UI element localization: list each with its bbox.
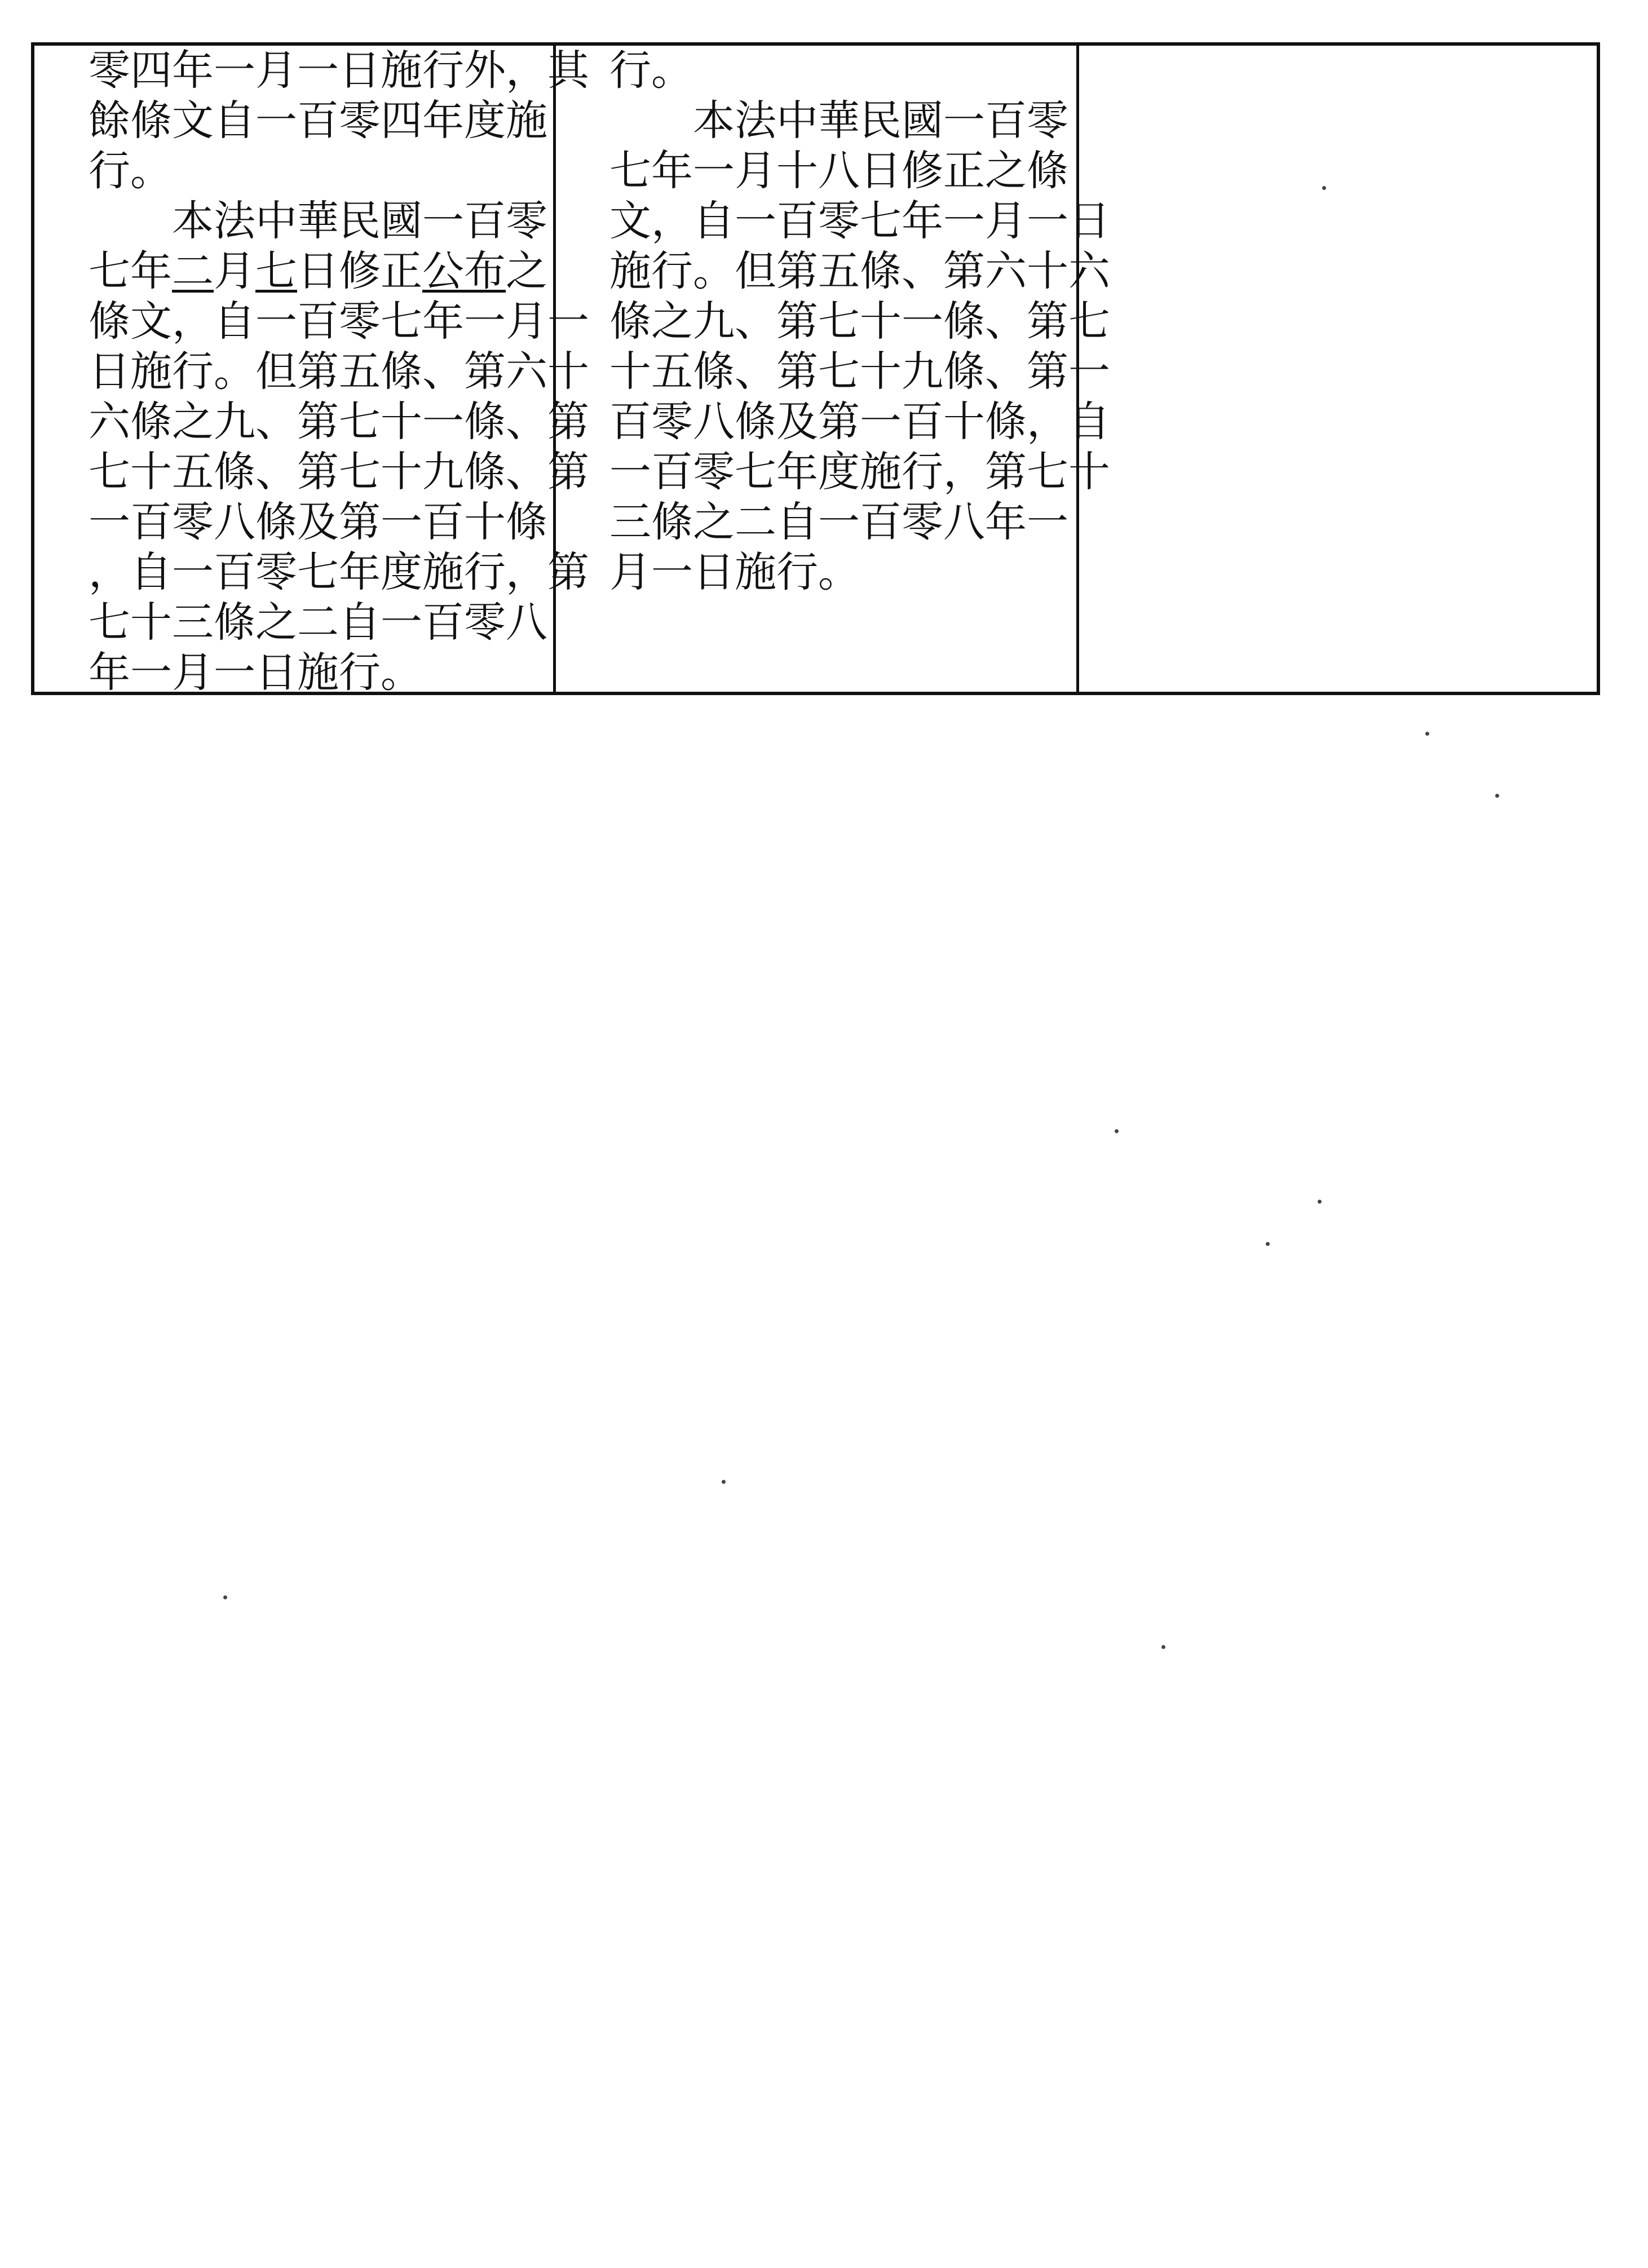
text-segment: 年一月一日施行。 <box>89 648 422 697</box>
underlined-text-segment: 公布 <box>422 247 506 295</box>
text-line <box>89 347 589 397</box>
scan-speck <box>1495 794 1499 798</box>
text-segment: 本法中華民國一百零 <box>609 96 1068 145</box>
text-line <box>89 397 589 447</box>
underlined-text-segment: 七 <box>255 247 297 295</box>
text-line <box>609 246 1110 297</box>
text-segment: 條之九、第七十一條、第七 <box>609 297 1110 346</box>
text-line <box>89 497 547 547</box>
text-segment: 月一日施行。 <box>609 548 860 596</box>
scan-speck <box>1318 1200 1322 1204</box>
current-provision-text <box>609 46 1110 598</box>
text-segment: 施行。但第五條、第六十六 <box>609 247 1110 295</box>
text-segment: 條文，自一百零七年一月一 <box>89 297 589 346</box>
text-line <box>609 196 1110 246</box>
text-segment: 餘條文自一百零四年度施 <box>89 96 547 145</box>
text-segment: 日修正 <box>297 247 422 295</box>
text-segment: 十五條、第七十九條、第一 <box>609 347 1110 396</box>
text-segment: 六條之九、第七十一條、第 <box>89 397 589 446</box>
text-line <box>89 297 589 347</box>
table-column-current-text <box>556 46 1110 692</box>
text-line <box>89 96 547 146</box>
text-line <box>89 246 547 297</box>
text-line <box>89 146 534 196</box>
text-line <box>609 547 1061 598</box>
text-segment: 本法中華民國一百零 <box>89 197 547 245</box>
text-segment: 一百零七年度施行，第七十 <box>609 448 1110 496</box>
text-line <box>609 96 1068 146</box>
text-segment: 三條之二自一百零八年一 <box>609 498 1068 546</box>
text-segment: 日施行。但第五條、第六十 <box>89 347 589 396</box>
scan-speck <box>1266 1242 1270 1246</box>
text-segment: 行。 <box>609 46 693 95</box>
scan-speck <box>1115 1129 1119 1133</box>
amendment-comparison-table <box>31 42 1600 695</box>
scan-speck <box>1322 186 1326 190</box>
text-line <box>89 447 589 497</box>
text-line <box>609 397 1110 447</box>
text-segment: 零四年一月一日施行外，其 <box>89 46 589 95</box>
amended-provision-text <box>89 46 589 698</box>
text-segment: 行。 <box>89 147 172 195</box>
table-column-explanation <box>1079 46 1597 692</box>
text-segment: 七年 <box>89 247 172 295</box>
text-segment: 之 <box>506 247 547 295</box>
scan-speck <box>1425 732 1429 736</box>
text-segment: 七年一月十八日修正之條 <box>609 147 1068 195</box>
text-segment: ，自一百零七年度施行，第 <box>89 548 589 596</box>
text-line <box>89 598 547 648</box>
text-line <box>609 46 1061 96</box>
text-line <box>89 196 547 246</box>
scan-speck <box>722 1480 726 1484</box>
table-column-amended-text <box>34 46 589 697</box>
text-line <box>609 447 1110 497</box>
text-line <box>609 297 1110 347</box>
text-segment: 百零八條及第一百十條，自 <box>609 397 1110 446</box>
text-line <box>609 497 1068 547</box>
text-segment: 一百零八條及第一百十條 <box>89 498 547 546</box>
text-line <box>609 347 1110 397</box>
text-segment: 月 <box>214 247 255 295</box>
text-segment: 文，自一百零七年一月一日 <box>609 197 1110 245</box>
scan-speck <box>1161 1645 1165 1649</box>
text-line <box>89 648 534 698</box>
text-line <box>609 146 1068 196</box>
text-segment: 七十三條之二自一百零八 <box>89 598 547 647</box>
scan-speck <box>223 1595 227 1599</box>
text-line <box>89 547 589 598</box>
text-line <box>89 46 589 96</box>
text-segment: 七十五條、第七十九條、第 <box>89 448 589 496</box>
underlined-text-segment: 二 <box>172 247 214 295</box>
